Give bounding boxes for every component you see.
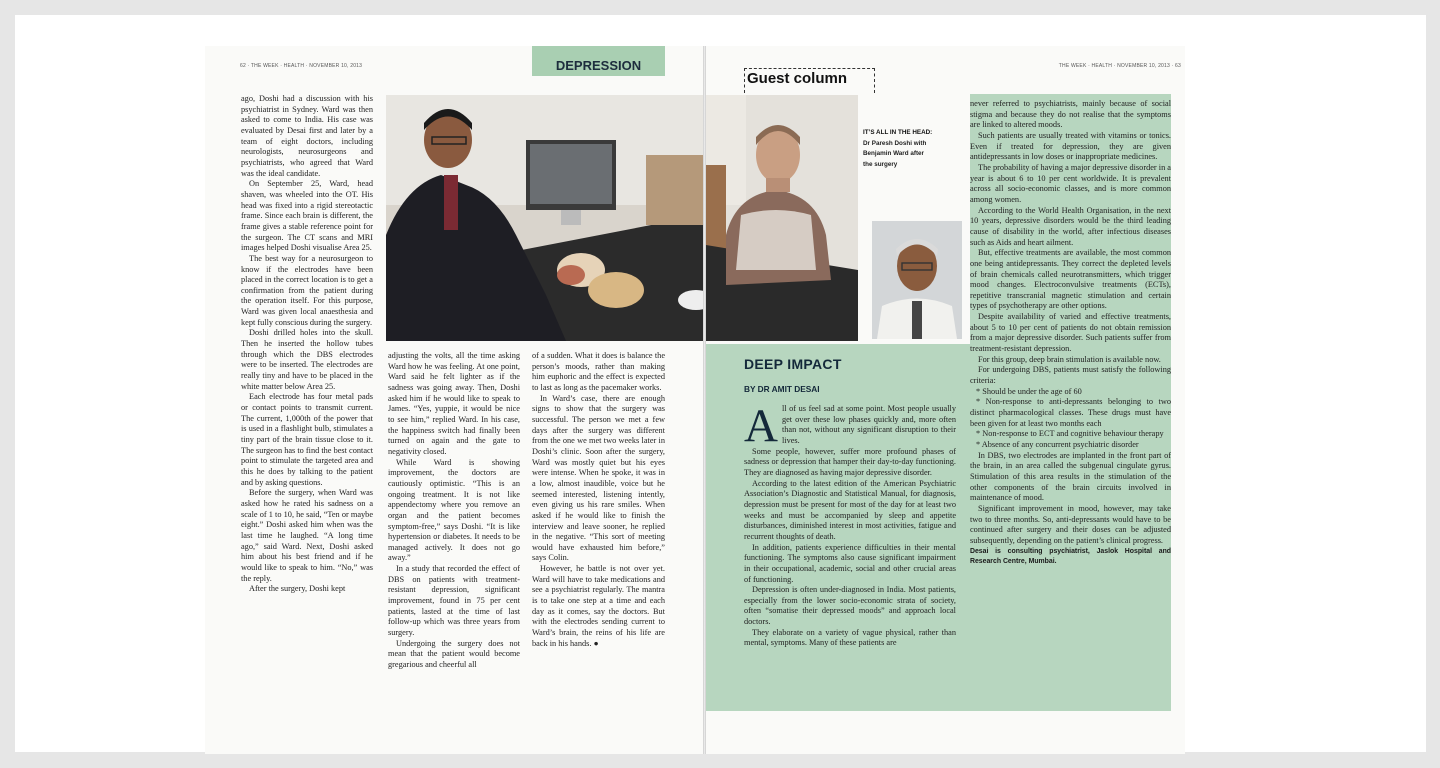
paragraph: According to the latest edition of the American Psychiatric Association’s Diagnostic and Statistical Manual, for diagnosis, depression must be present for most of the day for at least two weeks and must be accompanied by sleep and appetite disturbances, diminished interest in most activities, fatigue and recurrent thoughts of death.	[744, 478, 956, 541]
left-folio: 62 · THE WEEK · HEALTH · NOVEMBER 10, 2013	[240, 63, 363, 69]
photo-patient	[706, 95, 858, 341]
paragraph: Doshi drilled holes into the skull. Then he inserted the hollow tubes through which the DBS electrodes were to be inserted. The electrodes are really tiny and have to be placed in the white matter below Area 25.	[241, 328, 373, 391]
left-column-3	[532, 351, 665, 746]
paragraph: The best way for a neurosurgeon to know if the electrodes have been placed in the correct location is to get a confirmation from the patient during the operation itself. For this purpose, Ward was given local anaesthesia and kept fully conscious during the surgery.	[241, 253, 373, 327]
left-column-1	[241, 94, 373, 744]
paragraph: ll of us feel sad at some point. Most people usually get over these low phases quickly and, more often than not, without any significant disruption to their lives.	[781, 404, 956, 445]
criteria-item: * Should be under the age of 60	[976, 386, 1082, 396]
guest-column-title: Guest column	[747, 70, 848, 87]
paragraph: Undergoing the surgery does not mean that the patient would become gregarious and cheerful all	[388, 638, 520, 670]
paragraph: of a sudden. What it does is balance the person’s moods, rather than making him euphoric and the effect is expected to last as long as the pacemaker works.	[532, 351, 665, 392]
drop-cap: A	[744, 404, 778, 452]
paragraph: But, effective treatments are available, the most common one being antidepressants. They correct the depleted levels of brain chemicals called neurotransmitters, which trigger mood changes. Electroconvulsive treatments (ECTs), repetitive transcranial magnetic stimulation and certain types of psychotherapy are other options.	[970, 248, 1171, 311]
criteria-item: * Non-response to ECT and cognitive behaviour therapy	[976, 429, 1164, 439]
paragraph: On September 25, Ward, head shaven, was wheeled into the OT. His head was fixed into a rigid stereotactic frame. Since each brain is different, the frame gives a stable reference point for the surgeon. The CT scans and MRI images helped Doshi visualise Area 25.	[241, 179, 373, 253]
criteria-item: * Absence of any concurrent psychiatric disorder	[976, 440, 1139, 449]
section-tab: DEPRESSION	[532, 46, 665, 76]
paragraph: For this group, deep brain stimulation is available now.	[978, 354, 1161, 364]
paragraph: adjusting the volts, all the time asking Ward how he was feeling. At one point, Ward said he felt lighter as if the sadness was going away. Then, Doshi asked him if he would like to speak to James. “Yes, yuppie, it would be nice to see him,” replied Ward. In his case, the happiness switch had finally been turned on again and the gate to negativity closed.	[388, 351, 520, 456]
article-byline: BY DR AMIT DESAI	[744, 384, 820, 394]
paragraph: Each electrode has four metal pads or contact points to transmit current. The current, 1,000th of the power that is used in a flashlight bulb, stimulates a tiny part of the brain tissue close to it. The surgeon has to find the best contact point to stimulate the targeted area and this he does by talking to the patient and by asking questions.	[241, 392, 373, 487]
photo-author	[872, 221, 962, 339]
paragraph: Significant improvement in mood, however, may take two to three months. So, anti-depressants would have to be continued after surgery and their doses can be adjusted subsequently, depending on the patient’s clinical progress.	[970, 503, 1171, 545]
paragraph: In addition, patients experience difficulties in their mental functioning. The symptoms also cause significant impairment in their occupational, academic, social and other crucial areas of functioning.	[744, 542, 956, 584]
paragraph: In Ward’s case, there are enough signs to show that the surgery was successful. The person we met a few days after the surgery was different from the one we met two weeks later in Doshi’s clinic. Soon after the surgery, Ward was mostly quiet but his eyes were intense. When he spoke, it was in a low, almost inaudible, voice but he seemed interested, listening intently, even giving us his rare smiles. When asked if he would like to finish the interview and leave sooner, he replied in the negative. “This sort of meeting would have exhausted him before,” says Colin.	[532, 393, 665, 563]
criteria-item: * Non-response to anti-depressants belonging to two distinct pharmacological classes. These drugs must have been given for at least two months each	[970, 397, 1171, 428]
paragraph: Depression is often under-diagnosed in India. Most patients, especially from the lower socio-economic strata of society, often “somatise their depressed moods” and approach local doctors.	[744, 585, 956, 627]
paragraph: ago, Doshi had a discussion with his psychiatrist in Sydney. Ward was then asked to come to India. His case was evaluated by Desai first and later by a team of eight doctors, including neurologists, neurosurgeons and psychiatrists, who agreed that Ward was the ideal candidate.	[241, 94, 373, 178]
paragraph: They elaborate on a variety of vague physical, rather than mental, symptoms. Many of these patients are	[744, 627, 956, 648]
paragraph: After the surgery, Doshi kept	[249, 584, 346, 594]
article-headline: DEEP IMPACT	[744, 356, 842, 372]
right-column-2	[970, 99, 1171, 706]
author-footnote: Desai is consulting psychiatrist, Jaslok Hospital and Research Centre, Mumbai.	[970, 547, 1171, 565]
photo-doctor	[386, 95, 703, 341]
paragraph: Some people, however, suffer more profound phases of sadness or depression that hamper their day-to-day functioning. They are diagnosed as having major depressive disorder.	[744, 446, 956, 477]
right-folio: THE WEEK · HEALTH · NOVEMBER 10, 2013 · 63	[1058, 63, 1181, 69]
caption-head: IT’S ALL IN THE HEAD:	[863, 129, 933, 136]
paragraph: However, he battle is not over yet. Ward will have to take medications and see a psychiatrist regularly. The mantra is to take one step at a time and each day as it comes, say the doctors. But with the electrodes sending current to Ward’s brain, the reins of his life are back in his hands. ●	[532, 564, 665, 648]
paragraph: Before the surgery, when Ward was asked how he rated his sadness on a scale of 1 to 10, he said, “Ten or maybe eight.” Doshi asked him when was the last time he laughed. “A long time ago,” said Ward. Next, Doshi asked him about his best friend and if he would like to speak to him. “No,” was the reply.	[241, 488, 373, 583]
paragraph: For undergoing DBS, patients must satisfy the following criteria:	[970, 365, 1171, 386]
paragraph: Such patients are usually treated with vitamins or tonics. Even if treated for depression, they are given antidepressants in low doses or inappropriate medicines.	[970, 130, 1171, 162]
caption-body: Dr Paresh Doshi with Benjamin Ward after the surgery	[863, 139, 927, 168]
paragraph: In DBS, two electrodes are implanted in the front part of the brain, in an area called the subgenual cingulate gyrus. Stimulation of this area results in the stimulation of the other components of the brain circuits involved in maintenance of mood.	[970, 450, 1171, 503]
paragraph: In a study that recorded the effect of DBS on patients with treatment-resistant depression, significant improvement, found in 75 per cent patients, lasted at the time of last follow-up which was three years from surgery.	[388, 564, 520, 638]
right-page	[706, 46, 1185, 754]
paragraph: According to the World Health Organisation, in the next 10 years, depressive disorders would be the third leading cause of disability in the world, after infectious diseases such as Aids and heart ailment.	[970, 205, 1171, 247]
magazine-spread	[205, 46, 1185, 754]
left-column-2	[388, 351, 520, 746]
paragraph: While Ward is showing improvement, the doctors are cautiously optimistic. “This is an ongoing treatment. It is not like appendectomy where you remove an organ and the patient becomes symptom-free,” says Doshi. “It is like hypertension or diabetes. It needs to be managed actively. It does not go away.”	[388, 457, 520, 563]
left-page	[205, 46, 703, 754]
paragraph: The probability of having a major depressive disorder in a year is about 6 to 10 per cent worldwide. It is prevalent across all socio-economic classes, and is more common among women.	[970, 162, 1171, 204]
paragraph: Despite availability of varied and effective treatments, about 5 to 10 per cent of patients do not obtain remission from a major depressive disorder. Such patients suffer from treatment-resistant depression.	[970, 312, 1171, 354]
photo-caption	[863, 128, 933, 170]
paragraph: never referred to psychiatrists, mainly because of social stigma and because they do not realise that the symptoms are linked to altered moods.	[970, 99, 1171, 130]
right-column-1	[744, 404, 956, 706]
